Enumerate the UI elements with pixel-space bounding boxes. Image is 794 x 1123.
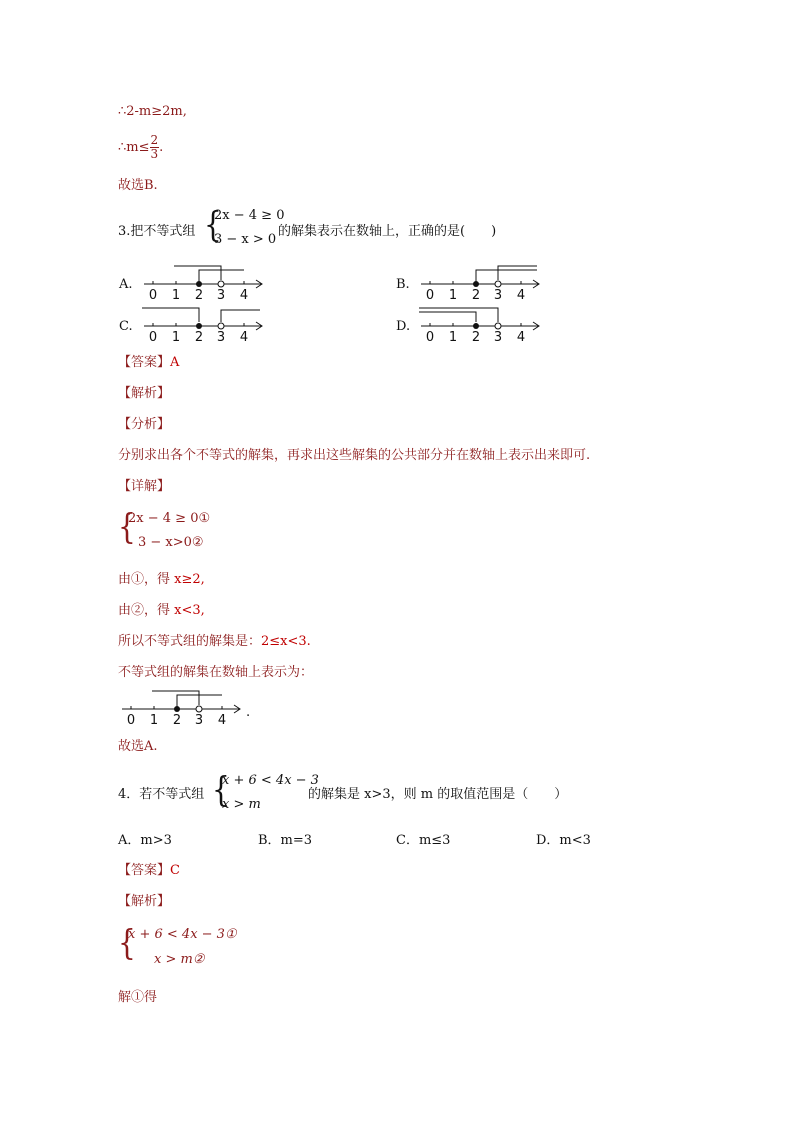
q3-final-period: . (246, 705, 251, 720)
tick-label: 0 (126, 713, 136, 727)
q3-detail-system (118, 508, 238, 558)
tick-label: 4 (516, 330, 526, 344)
q3-option-d-label: D. (396, 319, 411, 334)
brace-icon: { (118, 922, 136, 964)
q4-option-b: B．m=3 (258, 833, 313, 848)
q3-option-c-label: C. (119, 319, 133, 334)
q3-eq-1: 2x − 4 ≥ 0 (214, 208, 285, 223)
tick-label: 4 (239, 288, 249, 302)
tick-label: 2 (194, 330, 204, 344)
tick-label: 3 (194, 713, 204, 727)
tick-label: 1 (149, 713, 159, 727)
step-2-value: x<3, (174, 603, 205, 618)
q3-suffix: 的解集表示在数轴上，正确的是( ) (278, 224, 497, 239)
answer-value: C (170, 863, 180, 878)
intro-line-2-prefix: ∴m≤ (118, 140, 150, 155)
answer-label: 【答案】 (118, 355, 171, 370)
step-1-prefix: 由①，得 (118, 572, 175, 587)
q4-answer (118, 863, 180, 879)
q3-step-4: 不等式组的解集在数轴上表示为： (118, 665, 314, 680)
intro-line-1: ∴2-m≥2m, (118, 104, 187, 119)
step-1-value: x≥2, (174, 572, 205, 587)
q3-system (204, 206, 284, 256)
region-line-c1 (142, 308, 199, 322)
q3-choose: 故选A. (118, 739, 158, 754)
q4-detail-system (118, 924, 248, 974)
q4-option-a: A．m>3 (118, 833, 172, 848)
q4-system (212, 769, 319, 821)
region-line-a2 (174, 266, 221, 280)
q4-suffix: 的解集是 x>3，则 m 的取值范围是（ ） (308, 787, 568, 802)
tick-label: 1 (171, 288, 181, 302)
q4-eq-2: x > m (222, 797, 261, 812)
tick-label: 1 (448, 288, 458, 302)
q3-detail-eq-1: 2x − 4 ≥ 0① (128, 511, 211, 526)
q3-option-b-label: B. (396, 277, 410, 292)
tick-label: 2 (172, 713, 182, 727)
tick-label: 3 (493, 288, 503, 302)
open-dot (196, 706, 202, 712)
q4-prefix: 4．若不等式组 (118, 787, 205, 802)
q3-step-3 (118, 634, 311, 650)
solid-dot (196, 323, 202, 329)
answer-value: A (170, 355, 180, 370)
fraction (150, 134, 160, 161)
q3-step-1 (118, 572, 205, 588)
solid-dot (174, 706, 180, 712)
q4-jiexi-heading: 【解析】 (118, 894, 171, 909)
q3-eq-2: 3 − x > 0 (214, 232, 277, 247)
tick-label: 2 (471, 288, 481, 302)
tick-label: 4 (516, 288, 526, 302)
q3-xiangjie-heading: 【详解】 (118, 479, 171, 494)
q3-prefix: 3.把不等式组 (118, 224, 196, 239)
q3-option-c-numberline (140, 306, 265, 344)
answer-label: 【答案】 (118, 863, 171, 878)
intro-line-2 (118, 134, 163, 161)
tick-label: 0 (148, 330, 158, 344)
open-dot (218, 281, 224, 287)
q4-option-c: C．m≤3 (396, 833, 451, 848)
tick-label: 2 (194, 288, 204, 302)
region-line-d2 (419, 312, 476, 322)
open-dot (218, 323, 224, 329)
tick-label: 4 (239, 330, 249, 344)
tick-label: 1 (171, 330, 181, 344)
tick-label: 0 (425, 288, 435, 302)
region-line-c2 (221, 310, 260, 322)
tick-label: 0 (148, 288, 158, 302)
intro-choose: 故选B. (118, 178, 158, 193)
region-line-b2 (498, 266, 537, 280)
open-dot (495, 281, 501, 287)
q3-option-a-label: A. (119, 277, 133, 292)
intro-line-2-suffix: . (159, 140, 164, 155)
fraction-denominator: 3 (150, 147, 159, 161)
step-3-prefix: 所以不等式组的解集是： (118, 634, 262, 649)
q3-option-d-numberline (417, 306, 542, 344)
q3-detail-eq-2: 3 − x>0② (138, 535, 204, 550)
tick-label: 1 (448, 330, 458, 344)
tick-label: 4 (217, 713, 227, 727)
step-2-prefix: 由②，得 (118, 603, 175, 618)
fraction-numerator: 2 (150, 133, 159, 147)
open-dot (495, 323, 501, 329)
q4-eq-1: x + 6 < 4x − 3 (222, 773, 319, 788)
brace-icon: { (212, 769, 230, 811)
q4-option-d: D．m<3 (536, 833, 591, 848)
tick-label: 0 (425, 330, 435, 344)
brace-icon: { (204, 204, 222, 246)
region-line-d1 (419, 308, 498, 322)
q4-detail-eq-2: x > m② (154, 952, 205, 967)
q4-detail-eq-1: x + 6 < 4x − 3① (128, 927, 237, 942)
solid-dot (196, 281, 202, 287)
solid-dot (473, 323, 479, 329)
brace-icon: { (118, 506, 136, 548)
q3-fenxi-heading: 【分析】 (118, 417, 171, 432)
region-line-final-2 (152, 691, 199, 705)
q3-step-2 (118, 603, 205, 619)
q3-jiexi-heading: 【解析】 (118, 386, 171, 401)
region-line-b1 (476, 270, 537, 284)
tick-label: 3 (216, 330, 226, 344)
q3-option-b-numberline (417, 264, 542, 302)
step-3-value: 2≤x<3. (261, 634, 311, 649)
tick-label: 3 (493, 330, 503, 344)
q3-final-numberline (118, 689, 243, 727)
tick-label: 3 (216, 288, 226, 302)
q4-last-line: 解①得 (118, 990, 158, 1005)
q3-analysis-text: 分别求出各个不等式的解集，再求出这些解集的公共部分并在数轴上表示出来即可. (118, 448, 591, 463)
solid-dot (473, 281, 479, 287)
q3-option-a-numberline (140, 264, 265, 302)
tick-label: 2 (471, 330, 481, 344)
q3-answer (118, 355, 179, 371)
